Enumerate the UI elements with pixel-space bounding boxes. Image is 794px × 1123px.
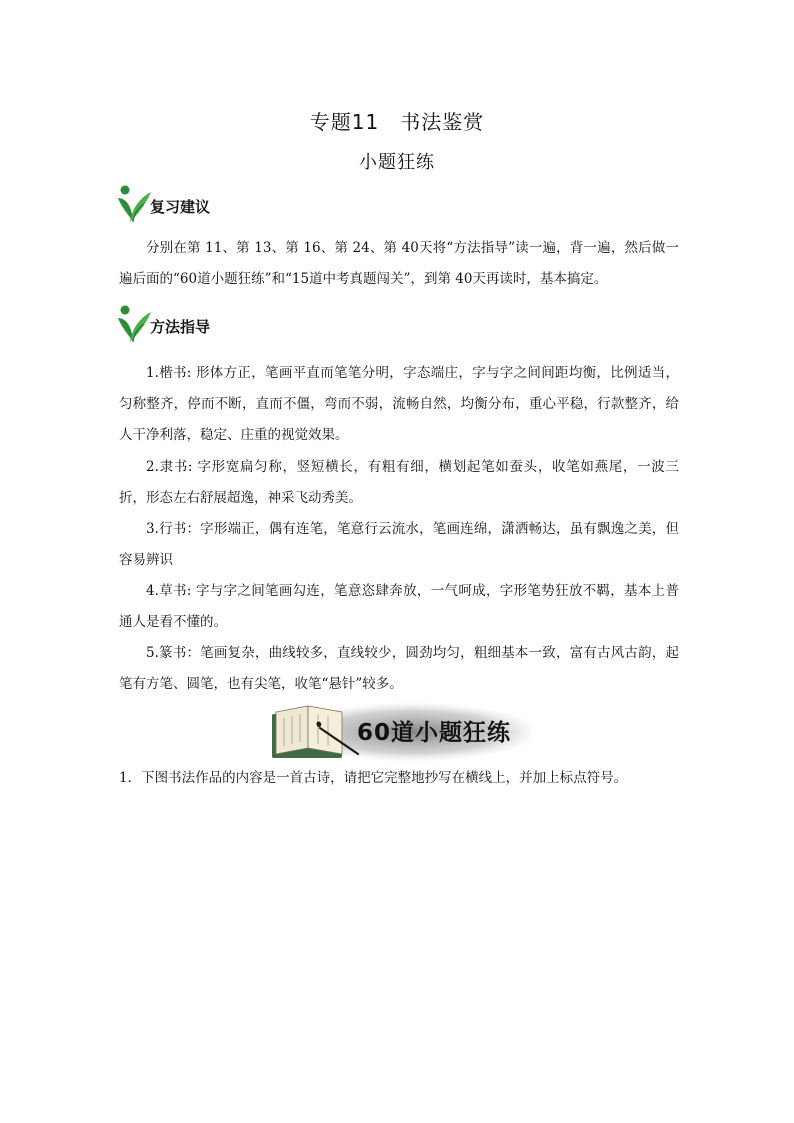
question-1: 1．下图书法作品的内容是一首古诗，请把它完整地抄写在横线上，并加上标点符号。 <box>119 770 628 786</box>
method-item-lishu: 2.隶书: 字形宽扁匀称，竖短横长，有粗有细，横划起笔如蚕头，收笔如燕尾，一波三折，形态左右舒展超逸，神采飞动秀美。 <box>119 459 679 506</box>
section-heading-method <box>116 304 316 346</box>
review-paragraph: 分别在第 11、第 13、第 16、第 24、第 40天将“方法指导”读一遍，背一遍，然后做一遍后面的“60道小题狂练”和“15道中考真题闯关”，到第 40天再读时，基本搞定。 <box>119 240 679 287</box>
banner-title: 60道小题狂练 <box>357 720 512 746</box>
practice-banner <box>262 700 532 762</box>
section-heading-label: 复习建议 <box>150 198 211 216</box>
section-heading-review <box>116 184 316 226</box>
page-title: 专题11 书法鉴赏 <box>309 110 485 134</box>
method-item-xingshu: 3.行书：字形端正，偶有连笔，笔意行云流水，笔画连绵，潇洒畅达，虽有飘逸之美，但容易辨识 <box>119 521 679 568</box>
page-subtitle: 小题狂练 <box>359 152 435 173</box>
method-item-kaishu: 1.楷书: 形体方正，笔画平直而笔笔分明，字态端庄，字与字之间间距均衡，比例适当，匀称整齐，停而不断，直而不僵，弯而不弱，流畅自然，均衡分布，重心平稳，行款整齐，给人干净利落，稳定、庄重的视觉效果。 <box>119 365 679 443</box>
leaf-person-icon <box>116 184 152 226</box>
section-heading-label: 方法指导 <box>150 318 211 336</box>
method-item-caoshu: 4.草书: 字与字之间笔画勾连，笔意恣肆奔放，一气呵成，字形笔势狂放不羁，基本上普通人是看不懂的。 <box>119 583 679 630</box>
method-item-zhuanshu: 5.篆书：笔画复杂，曲线较多，直线较少，圆劲均匀，粗细基本一致，富有古风古韵，起笔有方笔、圆笔，也有尖笔，收笔“悬针”较多。 <box>119 645 679 692</box>
leaf-person-icon <box>116 304 152 346</box>
